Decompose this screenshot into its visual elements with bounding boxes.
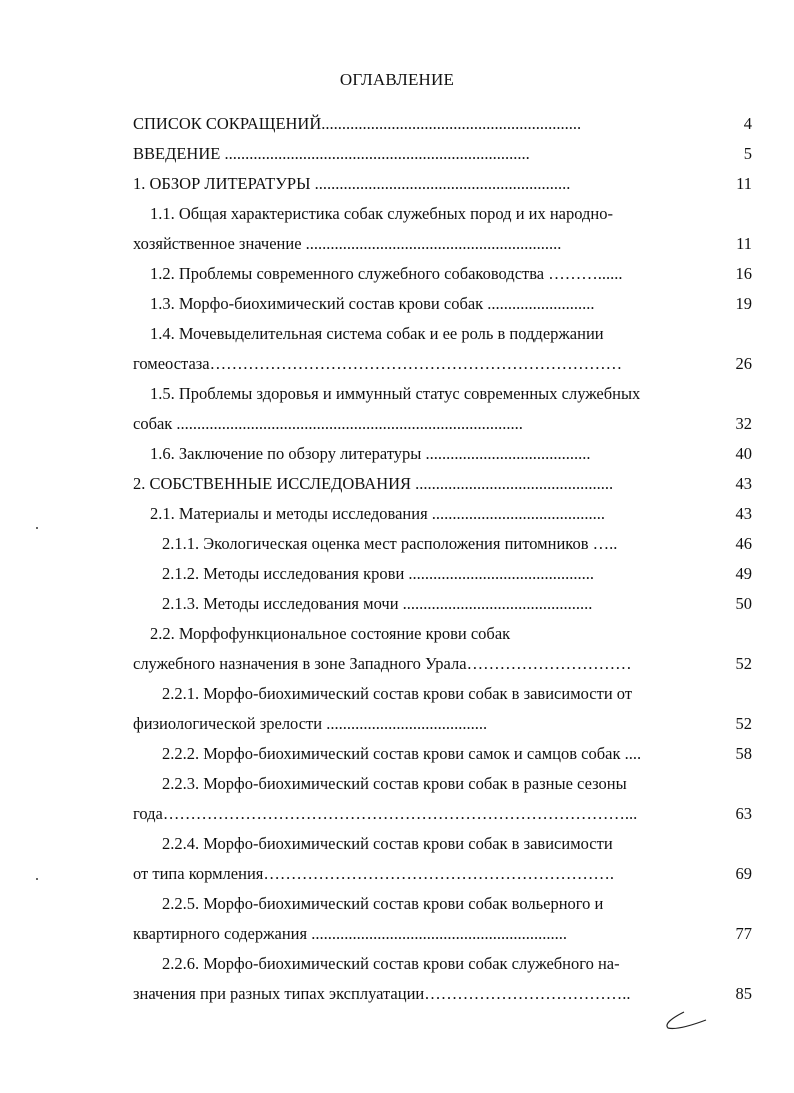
toc-entry-title: 2.2.2. Морфо-биохимический состав крови самок и самцов собак .... bbox=[162, 744, 642, 763]
toc-entry bbox=[133, 203, 752, 225]
toc-entry-page: 16 bbox=[735, 264, 752, 283]
toc-entry-title: 2.2.6. Морфо-биохимический состав крови собак служебного на- bbox=[162, 954, 620, 973]
toc-entry bbox=[133, 443, 752, 465]
toc-entry bbox=[133, 893, 752, 915]
toc-entry-page: 52 bbox=[735, 654, 752, 673]
toc-entry bbox=[133, 113, 752, 135]
toc-entry bbox=[133, 353, 752, 375]
toc-entry-page: 46 bbox=[735, 534, 752, 553]
margin-mark bbox=[36, 878, 38, 880]
toc-entry-page: 19 bbox=[735, 294, 752, 313]
toc-entry bbox=[133, 713, 752, 735]
toc-entry bbox=[133, 863, 752, 885]
toc-entry bbox=[133, 683, 752, 705]
toc-entry-title: 1.4. Мочевыделительная система собак и ее роль в поддержании bbox=[150, 324, 604, 343]
toc-entry-title: 2.1.3. Методы исследования мочи .............................................. bbox=[162, 594, 593, 613]
toc-entry-title: 2.2.4. Морфо-биохимический состав крови собак в зависимости bbox=[162, 834, 613, 853]
toc-entry-title: 2.2.1. Морфо-биохимический состав крови собак в зависимости от bbox=[162, 684, 633, 703]
toc-entry-title: СПИСОК СОКРАЩЕНИЙ............................................................... bbox=[133, 114, 582, 133]
toc-entry bbox=[133, 323, 752, 345]
toc-entry-page: 5 bbox=[743, 144, 752, 163]
toc-entry-title: хозяйственное значение .............................................................. bbox=[133, 234, 562, 253]
toc-entry bbox=[133, 743, 752, 765]
toc-entry-title: 1.2. Проблемы современного служебного собаководства ………...... bbox=[150, 264, 623, 283]
toc-entry bbox=[133, 143, 752, 165]
toc-entry-title: 2. СОБСТВЕННЫЕ ИССЛЕДОВАНИЯ ................................................ bbox=[133, 474, 614, 493]
toc-entry-title: квартирного содержания .............................................................. bbox=[133, 924, 567, 943]
toc-entry-title: ВВЕДЕНИЕ .......................................................................... bbox=[133, 144, 530, 163]
toc-entry-page: 85 bbox=[735, 984, 752, 1003]
toc-entry-page: 52 bbox=[735, 714, 752, 733]
toc-entry-title: 2.1.2. Методы исследования крови ............................................. bbox=[162, 564, 595, 583]
toc-entry-page: 63 bbox=[735, 804, 752, 823]
toc-entry-page: 26 bbox=[735, 354, 752, 373]
toc-entry-title: 2.1.1. Экологическая оценка мест расположения питомников ….. bbox=[162, 534, 618, 553]
toc-entry-title: 1. ОБЗОР ЛИТЕРАТУРЫ .............................................................. bbox=[133, 174, 571, 193]
toc-entry-page: 11 bbox=[736, 174, 752, 193]
toc-entry-page: 40 bbox=[735, 444, 752, 463]
toc-entry-page: 49 bbox=[735, 564, 752, 583]
toc-entry-title: гомеостаза………………………………………………………………… bbox=[133, 354, 623, 373]
toc-entry-title: 1.5. Проблемы здоровья и иммунный статус современных служебных bbox=[150, 384, 641, 403]
toc-entry-page: 4 bbox=[743, 114, 752, 133]
toc-entry-page: 32 bbox=[735, 414, 752, 433]
toc-entry bbox=[133, 833, 752, 855]
toc-entry bbox=[133, 233, 752, 255]
toc-entry-page: 43 bbox=[735, 504, 752, 523]
toc-entry bbox=[133, 533, 752, 555]
margin-mark bbox=[36, 527, 38, 529]
toc-entry-title: служебного назначения в зоне Западного Урала………………………… bbox=[133, 654, 632, 673]
toc-entry bbox=[133, 923, 752, 945]
toc-entry bbox=[133, 563, 752, 585]
toc-entry bbox=[133, 623, 752, 645]
toc-entry-page: 50 bbox=[735, 594, 752, 613]
toc-entry bbox=[133, 413, 752, 435]
toc-entry bbox=[133, 953, 752, 975]
toc-entry bbox=[133, 593, 752, 615]
toc-entry bbox=[133, 263, 752, 285]
toc-entry-page: 69 bbox=[735, 864, 752, 883]
toc-entry-page: 77 bbox=[735, 924, 752, 943]
toc-entry-title: 1.1. Общая характеристика собак служебных пород и их народно- bbox=[150, 204, 613, 223]
toc-entry-page: 58 bbox=[735, 744, 752, 763]
toc-entry bbox=[133, 503, 752, 525]
toc-entry bbox=[133, 983, 752, 1005]
toc-entry-title: 1.6. Заключение по обзору литературы ........................................ bbox=[150, 444, 591, 463]
toc-entry bbox=[133, 293, 752, 315]
toc-entry-title: года…………………………………………………………………………... bbox=[133, 804, 638, 823]
toc-entry bbox=[133, 383, 752, 405]
toc-entry-title: 2.2.5. Морфо-биохимический состав крови собак вольерного и bbox=[162, 894, 604, 913]
toc-entry-title: собак .................................................................................... bbox=[133, 414, 523, 433]
page-title: ОГЛАВЛЕНИЕ bbox=[339, 70, 455, 89]
toc-entry-title: 1.3. Морфо-биохимический состав крови собак .......................... bbox=[150, 294, 595, 313]
toc-entry bbox=[133, 653, 752, 675]
toc-entry bbox=[133, 473, 752, 495]
toc-entry-page: 43 bbox=[735, 474, 752, 493]
toc-entry-page: 11 bbox=[736, 234, 752, 253]
toc-entry-title: от типа кормления………………………………………………………. bbox=[133, 864, 614, 883]
toc-entry bbox=[133, 773, 752, 795]
toc-entry bbox=[133, 803, 752, 825]
toc-entry-title: 2.2.3. Морфо-биохимический состав крови собак в разные сезоны bbox=[162, 774, 627, 793]
toc-entry-title: 2.2. Морфофункциональное состояние крови собак bbox=[150, 624, 511, 643]
toc-entry bbox=[133, 173, 752, 195]
toc-entry-title: значения при разных типах эксплуатации……………………………….. bbox=[133, 984, 631, 1003]
signature-mark bbox=[660, 1008, 710, 1032]
toc-entry-title: физиологической зрелости ....................................... bbox=[133, 714, 488, 733]
toc-entry-title: 2.1. Материалы и методы исследования .......................................... bbox=[150, 504, 606, 523]
